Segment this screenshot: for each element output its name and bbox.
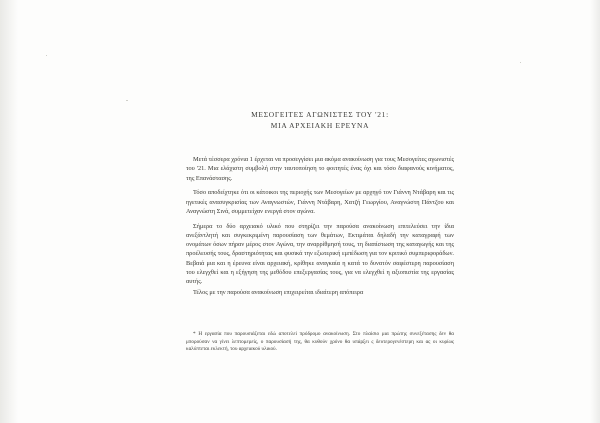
- paragraph-1: Μετά τέσσερα χρόνια 1 έρχεται να προσεγγίσει μια ακόμα ανακοίνωση για τους Μεσογείτες αγωνιστές του '21. Μια ελάχιστη συμβολή στην ταυτοποίηση το φοιτητές ένας όχι και τόσο διαφανούς κινήματος, της Επανάστασης.: [186, 156, 454, 182]
- title-line-1: ΜΕΣΟΓΕΙΤΕΣ ΑΓΩΝΙΣΤΕΣ ΤΟΥ '21:: [251, 110, 389, 119]
- paragraph-3: Σήμερα το δύο αρχειακό υλικό που στηρίζει την παρούσα ανακοίνωση επιτελεύσει την ίδια ανεξάντλητή και συγκεκριμένη παρουσίαση των θεμάτων, Εκτιμάται δηλαδή την καταγραφή των ονομάτων όσων πήραν μέρος στον Αγώνα, την αναρρίθμησή τους, τη διαπίστωση της καταγωγής και της προέλευσής τους, δραστηριότητας και φυσικά την εξωτερική εμπέδωση για τον κριτικό συμπεριφοράδων. Βεβαιά μια και η έρευνα είναι αρχειακή, κρίθηκε αναγκαία η κατά το δυνατόν σαφέστερη παρουσίαση του ελεγχθεί και η εξήγηση της μεθόδου επεξεργασίας τους, για να ελεγχθεί η αξιοπιστία της εργασίας αυτής.: [186, 222, 454, 286]
- footnote: [186, 331, 454, 354]
- body-text: [186, 155, 454, 297]
- document-body: [186, 110, 454, 354]
- paragraph-2: Τόσο αποδείχτηκε ότι οι κάτοικοι της περιοχής των Μεσογείων με αρχηγό τον Γιάννη Ντάβαρη και τις ηγετικές ανασυγκρισίας των Αναγνωστών, Γιάννη Ντάβαρη, Χατζή Γεωργίου, Αναγνώστη Πάντζου και Αναγνώστη Σινά, συμμετείχαν ενεργά στον αγώνα.: [186, 189, 454, 215]
- footnote-text: * Η εργασία που παρουσιάζεται εδώ αποτελεί πρόδρομο ανακοίνωση. Στο πλαίσιο μια πρώτης συνεξέτασης δεν θα μπορούσαν να γίνει λεπτομερείς, ο παρουσίασή της, θα κυθούν χρόνο θα υπάρξει ς δευτερογενέστερη και ας οι κυρίως καλύπτεται εκλεκτή, του αρχειακού υλικού.: [186, 331, 454, 353]
- title-line-2: ΜΙΑ ΑΡΧΕΙΑΚΗ ΕΡΕΥΝΑ: [270, 120, 370, 130]
- document-title: [186, 110, 454, 131]
- paragraph-4: Τέλος με την παρούσα ανακοίνωση επιχειρείται ιδιαίτερη απόπειρα: [193, 288, 364, 296]
